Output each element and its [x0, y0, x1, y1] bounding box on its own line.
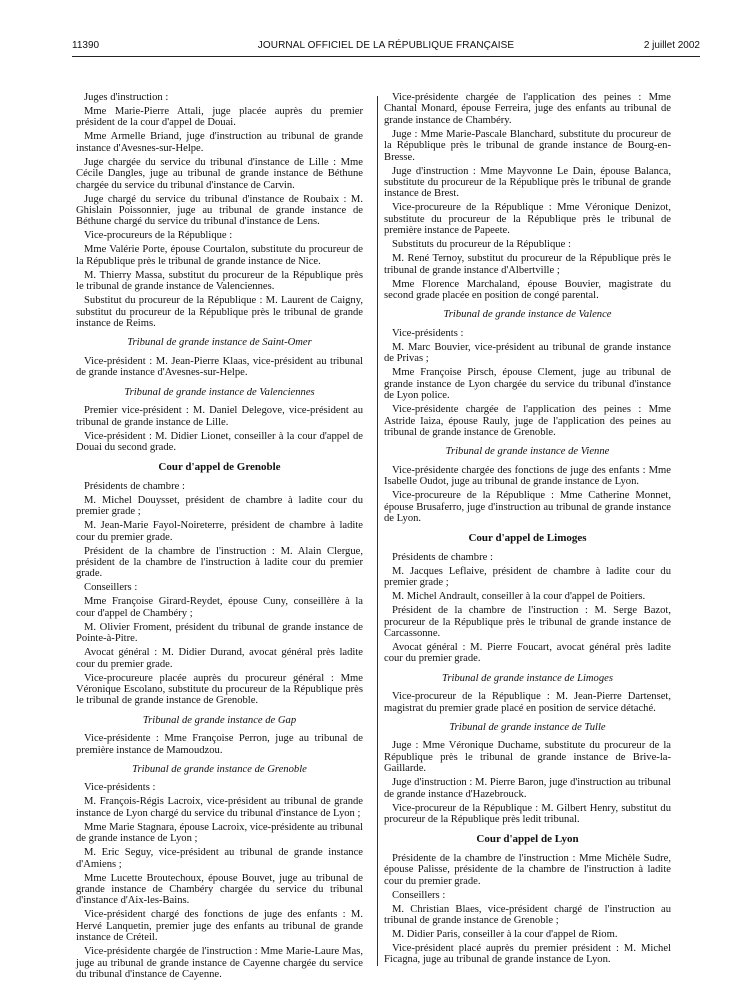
appointment-paragraph: Vice-procureurs de la République : [84, 230, 233, 242]
appointment-paragraph: Vice-présidente : Mme Françoise Perron, juge au tribunal de première instance de Mamoudzou. [76, 733, 363, 756]
appointment-paragraph: Juges d'instruction : [84, 92, 169, 103]
appointment-paragraph: Mme Françoise Pirsch, épouse Clement, juge au tribunal de grande instance de Lyon chargée du service du tribunal d'instance de Lyon police. [384, 367, 671, 402]
appointment-paragraph: M. Olivier Froment, président du tribunal de grande instance de Pointe-à-Pitre. [76, 621, 363, 645]
appointment-paragraph: Juge chargé du service du tribunal d'instance de Roubaix : M. Ghislain Poissonnier, juge au tribunal de grande instance de Béthune chargé du service du tribunal d'instance de Lens. [76, 193, 363, 228]
appointment-paragraph: M. René Ternoy, substitut du procureur de la République près le tribunal de grande instance d'Albertville ; [384, 253, 671, 276]
journal-title: JOURNAL OFFICIEL DE LA RÉPUBLIQUE FRANÇAISE [257, 40, 515, 51]
appointment-paragraph: Juge : Mme Marie-Pascale Blanchard, substitute du procureur de la République près le tribunal de grande instance de Bourg-en-Bresse. [384, 128, 671, 163]
appointment-paragraph: M. Jean-Marie Fayol-Noireterre, président de chambre à ladite cour du premier grade. [76, 520, 363, 543]
appointment-paragraph: Vice-présidente chargée de l'application des peines : Mme Astride Iaiza, épouse Rauly, juge de l'application des peines au tribunal de grande instance de Grenoble. [384, 404, 671, 438]
header-rule [72, 56, 700, 57]
appointment-paragraph: Vice-présidents : [392, 327, 464, 339]
appointment-paragraph: Mme Armelle Briand, juge d'instruction au tribunal de grande instance d'Avesnes-sur-Helpe. [76, 131, 363, 154]
appointment-paragraph: Présidents de chambre : [84, 480, 185, 492]
appointment-paragraph: Vice-présidente chargée de l'instruction : Mme Marie-Laure Mas, juge au tribunal de grande instance de Cayenne chargée du service du tribunal d'instance de Cayenne. [76, 946, 363, 981]
appointment-paragraph: Président de la chambre de l'instruction : M. Alain Clergue, président de la chambre de l'instruction à ladite cour du premier grade. [76, 545, 363, 580]
appointment-paragraph: M. Jacques Leflaive, président de chambre à ladite cour du premier grade ; [384, 565, 671, 589]
appointment-paragraph: Vice-procureur de la République : M. Jean-Pierre Dartenset, magistrat du premier grade placé en position de service détaché. [384, 691, 671, 714]
right-column [384, 92, 671, 968]
tribunal-heading: Tribunal de grande instance de Valence [443, 309, 612, 321]
appointment-paragraph: Avocat général : M. Pierre Foucart, avocat général près ladite cour du premier grade. [384, 641, 671, 665]
court-heading: Cour d'appel de Grenoble [158, 461, 281, 474]
appointment-paragraph: Mme Françoise Girard-Reydet, épouse Cuny, conseillère à la cour d'appel de Chambéry ; [76, 596, 363, 619]
tribunal-heading: Tribunal de grande instance de Limoges [442, 672, 613, 684]
appointment-paragraph: Mme Valérie Porte, épouse Courtalon, substitute du procureur de la République près le tribunal de grande instance de Nice. [76, 244, 363, 267]
page-header [72, 38, 700, 54]
appointment-paragraph: Vice-président : M. Didier Lionet, conseiller à la cour d'appel de Douai du second grade. [76, 430, 363, 453]
appointment-paragraph: Vice-présidents : [84, 782, 156, 794]
court-heading: Cour d'appel de Lyon [476, 833, 579, 846]
appointment-paragraph: M. Michel Douysset, président de chambre à ladite cour du premier grade ; [76, 494, 363, 518]
appointment-paragraph: Présidente de la chambre de l'instruction : Mme Michèle Sudre, épouse Palisse, présidente de la chambre de l'instruction à ladite cour du premier grade. [384, 852, 671, 887]
tribunal-heading: Tribunal de grande instance de Grenoble [132, 764, 307, 775]
appointment-paragraph: Conseillers : [84, 582, 138, 594]
appointment-paragraph: M. Marc Bouvier, vice-président au tribunal de grande instance de Privas ; [384, 341, 671, 365]
appointment-paragraph: M. François-Régis Lacroix, vice-président au tribunal de grande instance de Lyon chargé du service du tribunal d'instance de Lyon ; [76, 796, 363, 819]
left-column [76, 92, 363, 983]
appointment-paragraph: Avocat général : M. Didier Durand, avocat général près ladite cour du premier grade. [76, 647, 363, 670]
appointment-paragraph: Vice-présidente chargée des fonctions de juge des enfants : Mme Isabelle Oudot, juge au tribunal de grande instance de Lyon. [384, 464, 671, 488]
appointment-paragraph: Vice-président chargé des fonctions de juge des enfants : M. Hervé Lanquetin, premier juge des enfants au tribunal de grande instance de Créteil. [76, 909, 363, 944]
appointment-paragraph: Vice-procureure placée auprès du procureur général : Mme Véronique Escolano, substitute du procureur de la République près le tribunal de grande instance de Grenoble. [76, 672, 363, 707]
appointment-paragraph: Premier vice-président : M. Daniel Delegove, vice-président au tribunal de grande instance de Lille. [76, 405, 363, 428]
appointment-paragraph: M. Christian Blaes, vice-président chargé de l'instruction au tribunal de grande instance de Grenoble ; [384, 903, 671, 927]
appointment-paragraph: Conseillers : [392, 889, 446, 901]
tribunal-heading: Tribunal de grande instance de Valenciennes [124, 386, 315, 398]
tribunal-heading: Tribunal de grande instance de Tulle [449, 722, 606, 733]
page-number: 11390 [72, 40, 100, 51]
appointment-paragraph: Mme Marie Stagnara, épouse Lacroix, vice-présidente au tribunal de grande instance de Lyon ; [76, 821, 363, 845]
appointment-paragraph: M. Eric Seguy, vice-président au tribunal de grande instance d'Amiens ; [76, 847, 363, 870]
appointment-paragraph: Juge chargée du service du tribunal d'instance de Lille : Mme Cécile Dangles, juge au tribunal de grande instance de Béthune chargée du service du tribunal d'instance de Carvin. [76, 156, 363, 191]
column-divider [377, 96, 378, 966]
appointment-paragraph: Mme Florence Marchaland, épouse Bouvier, magistrate du second grade placée en position de congé parental. [384, 278, 671, 302]
appointment-paragraph: Président de la chambre de l'instruction : M. Serge Bazot, procureur de la République près le tribunal de grande instance de Carcassonne. [384, 605, 671, 639]
appointment-paragraph: Vice-présidente chargée de l'application des peines : Mme Chantal Monard, épouse Ferreira, juge des enfants au tribunal de grande instance de Chambéry. [384, 92, 671, 126]
appointment-paragraph: Juge : Mme Véronique Duchame, substitute du procureur de la République près le tribunal de grande instance de Brive-la-Gaillarde. [384, 740, 671, 775]
appointment-paragraph: Substitut du procureur de la République : M. Laurent de Caigny, substitut du procureur de la République près le tribunal de grande instance de Reims. [76, 295, 363, 330]
court-heading: Cour d'appel de Limoges [468, 532, 587, 545]
appointment-paragraph: Juge d'instruction : M. Pierre Baron, juge d'instruction au tribunal de grande instance d'Hazebrouck. [384, 777, 671, 800]
appointment-paragraph: M. Thierry Massa, substitut du procureur de la République près le tribunal de grande instance de Valenciennes. [76, 269, 363, 293]
appointment-paragraph: Vice-procureure de la République : Mme Véronique Denizot, substitute du procureur de la République près le tribunal de première instance de Papeete. [384, 202, 671, 237]
appointment-paragraph: Vice-président : M. Jean-Pierre Klaas, vice-président au tribunal de grande instance d'Avesnes-sur-Helpe. [76, 355, 363, 379]
appointment-paragraph: M. Michel Andrault, conseiller à la cour d'appel de Poitiers. [392, 591, 646, 603]
appointment-paragraph: Vice-président placé auprès du premier président : M. Michel Ficagna, juge au tribunal de grande instance de Lyon. [384, 943, 671, 966]
appointment-paragraph: M. Didier Paris, conseiller à la cour d'appel de Riom. [392, 929, 618, 941]
tribunal-heading: Tribunal de grande instance de Gap [142, 714, 297, 726]
publication-date: 2 juillet 2002 [643, 40, 700, 51]
appointment-paragraph: Présidents de chambre : [392, 551, 493, 563]
appointment-paragraph: Substituts du procureur de la République : [392, 239, 571, 251]
appointment-paragraph: Mme Lucette Broutechoux, épouse Bouvet, juge au tribunal de grande instance de Chambéry chargée du service du tribunal d'instance d'Aix-les-Bains. [76, 872, 363, 907]
appointment-paragraph: Vice-procureure de la République : Mme Catherine Monnet, épouse Brusaferro, juge d'instruction au tribunal de grande instance de Lyon. [384, 490, 671, 524]
appointment-paragraph: Mme Marie-Pierre Attali, juge placée auprès du premier président de la cour d'appel de Douai. [76, 106, 363, 129]
appointment-paragraph: Vice-procureur de la République : M. Gilbert Henry, substitut du procureur de la République près ledit tribunal. [384, 802, 671, 826]
appointment-paragraph: Juge d'instruction : Mme Mayvonne Le Dain, épouse Balanca, substitute du procureur de la République près le tribunal de grande instance de Brest. [384, 165, 671, 200]
tribunal-heading: Tribunal de grande instance de Vienne [445, 446, 610, 458]
tribunal-heading: Tribunal de grande instance de Saint-Omer [127, 337, 312, 349]
